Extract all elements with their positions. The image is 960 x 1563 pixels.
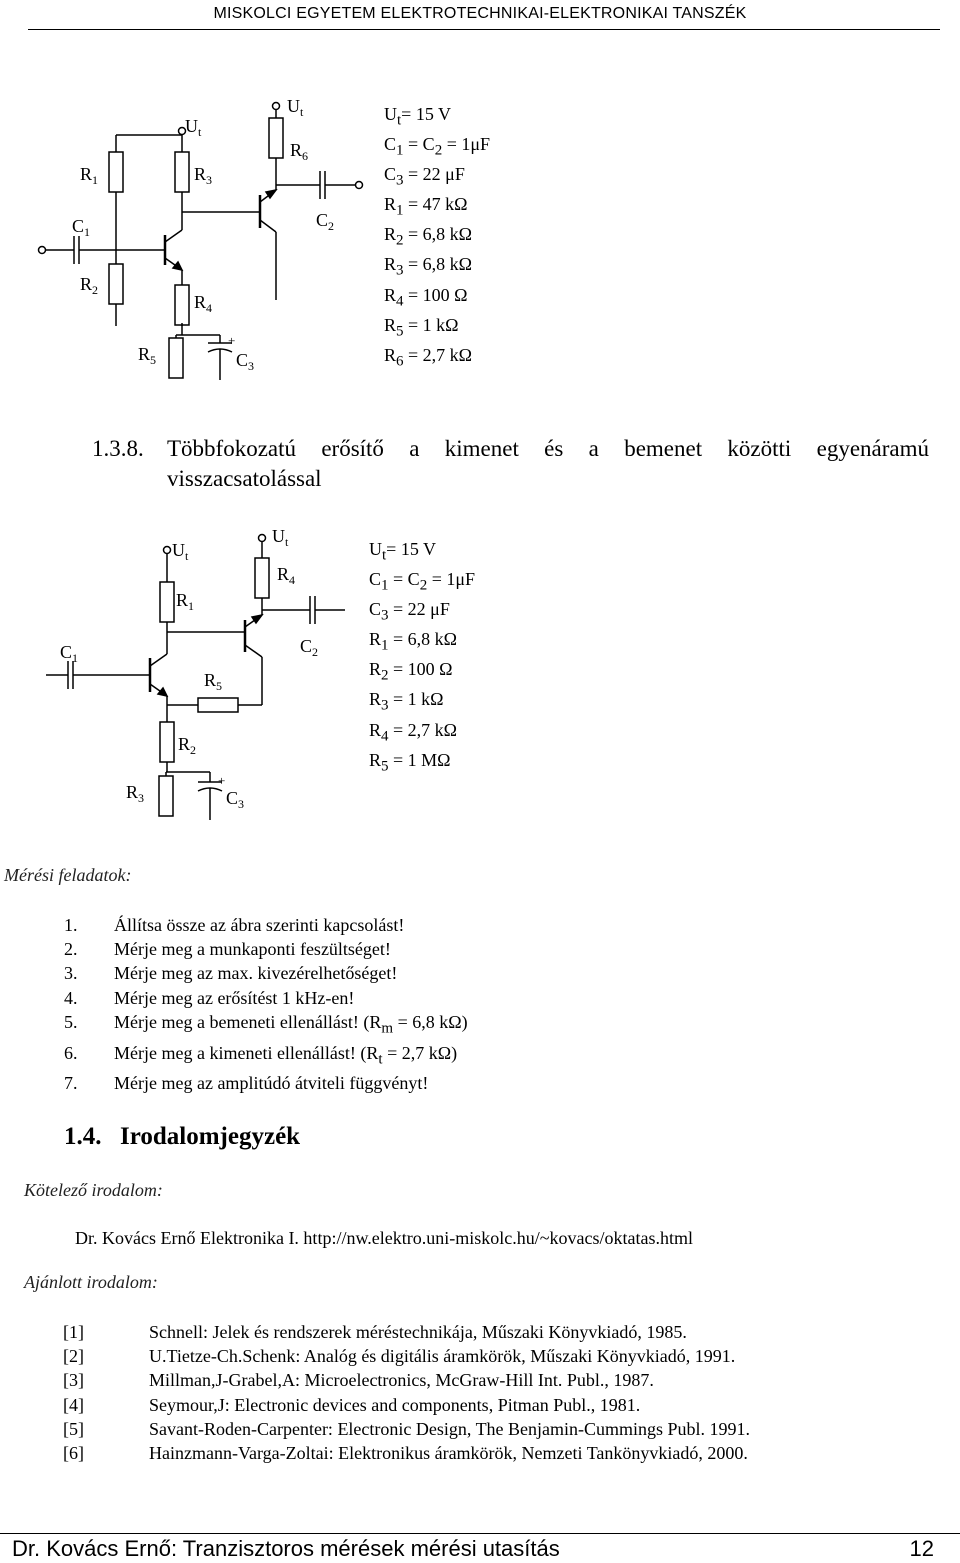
list-item: 3. Mérje meg az max. kivezérelhetőséget! xyxy=(64,963,398,984)
c2-label-plus: + xyxy=(218,773,226,788)
reference-list xyxy=(63,1320,750,1465)
c2-label-r3: $R_3$ xyxy=(126,782,145,805)
literature-number: 1.4. xyxy=(64,1123,102,1150)
list-item: [4] Seymour,J: Electronic devices and components, Pitman Publ., 1981. xyxy=(63,1394,641,1415)
spec-line: $R_3 = 1$ kΩ xyxy=(369,689,444,715)
spec-line: $R_2 = 6,8$ kΩ xyxy=(384,224,473,249)
list-item: 2. Mérje meg a munkaponti feszültséget! xyxy=(64,939,391,960)
page-header xyxy=(0,0,960,23)
spec-line: $R_5 = 1$ kΩ xyxy=(384,314,459,340)
spec-line: $C_1 = C_2 = 1\mu F$ xyxy=(384,134,490,159)
c1-label-r2: $R_2$ xyxy=(80,274,99,297)
required-label: Kötelező irodalom: xyxy=(24,1180,163,1200)
section-title xyxy=(92,434,932,494)
spec-line: $U_t= 15$ V xyxy=(384,104,451,129)
page-number: 12 xyxy=(909,1536,934,1561)
task-list xyxy=(64,913,468,1096)
spec-line: $R_4 = 2,7$ kΩ xyxy=(369,719,458,745)
c2-label-r4: $R_4$ xyxy=(277,564,296,587)
list-item: 1. Állítsa össze az ábra szerinti kapcsolást! xyxy=(64,915,405,935)
c2-label-c2: $C_2$ xyxy=(300,636,319,659)
spec-line: $U_t= 15$ V xyxy=(369,539,436,564)
circuit-2-specs xyxy=(369,538,475,779)
c1-label-r1: $R_1$ xyxy=(80,164,99,187)
spec-line: $R_3 = 6,8$ kΩ xyxy=(384,254,473,280)
header-title: MISKOLCI EGYETEM ELEKTROTECHNIKAI-ELEKTRONIKAI TANSZÉK xyxy=(213,5,747,22)
list-item: [6] Hainzmann-Varga-Zoltai: Elektronikus áramkörök, Nemzeti Tankönyvkiadó, 2000. xyxy=(63,1443,748,1464)
c2-label-ut-right: $U_t$ xyxy=(272,526,289,549)
c1-label-plus: + xyxy=(228,333,236,348)
spec-line: $R_2 = 100$ Ω xyxy=(369,659,453,684)
list-item: 5. Mérje meg a bemeneti ellenállást! ($R_m = 6,8$ kΩ) xyxy=(64,1011,468,1037)
circuit-2-labels xyxy=(0,520,960,830)
c2-label-c3: $C_3$ xyxy=(226,788,245,811)
c1-label-ut-right: $U_t$ xyxy=(287,96,304,119)
c2-label-c1: $C_1$ xyxy=(60,642,79,665)
spec-line: $C_3 = 22$ μF xyxy=(369,599,450,624)
c1-label-c1: $C_1$ xyxy=(72,216,91,239)
c1-label-ut-left: $U_t$ xyxy=(185,116,202,139)
spec-line: $R_6 = 2,7$ kΩ xyxy=(384,344,473,370)
spec-line: $R_1 = 47$ kΩ xyxy=(384,194,468,219)
c1-label-r5: $R_5$ xyxy=(138,344,157,367)
tasks-heading: Mérési feladatok: xyxy=(4,865,132,885)
page-footer xyxy=(12,1536,934,1562)
spec-line: $C_1 = C_2 = 1\mu F$ xyxy=(369,569,475,594)
recommended-label: Ajánlott irodalom: xyxy=(24,1272,158,1292)
spec-line: $R_1 = 6,8$ kΩ xyxy=(369,629,458,654)
literature-title: Irodalomjegyzék xyxy=(120,1123,301,1150)
list-item: [1] Schnell: Jelek és rendszerek méréstechnikája, Műszaki Könyvkiadó, 1985. xyxy=(63,1322,687,1342)
list-item: [3] Millman,J-Grabel,A: Microelectronics, McGraw-Hill Int. Publ., 1987. xyxy=(63,1370,654,1391)
c2-label-r5: $R_5$ xyxy=(204,670,223,693)
spec-line: $R_4 = 100$ Ω xyxy=(384,284,468,310)
literature-heading xyxy=(64,1123,300,1151)
list-item: [2] U.Tietze-Ch.Schenk: Analóg és digitális áramkörök, Műszaki Könyvkiadó, 1991. xyxy=(63,1346,736,1367)
header-divider xyxy=(28,29,940,30)
section-title-line2: visszacsatolással xyxy=(167,466,322,491)
footer-title: Dr. Kovács Ernő: Tranzisztoros mérések mérési utasítás xyxy=(12,1536,560,1561)
footer-divider xyxy=(0,1533,960,1534)
required-reference: Dr. Kovács Ernő Elektronika I. http://nw.elektro.uni-miskolc.hu/~kovacs/oktatas.html xyxy=(75,1228,693,1248)
list-item: 6. Mérje meg a kimeneti ellenállást! ($R_t = 2,7$ kΩ) xyxy=(64,1042,458,1068)
c2-label-ut-left: $U_t$ xyxy=(172,540,189,563)
c2-label-r2: $R_2$ xyxy=(178,734,197,757)
c1-label-r6: $R_6$ xyxy=(290,140,309,163)
section-title-line1: Többfokozatú erősítő a kimenet és a bemenet közötti egyenáramú xyxy=(167,436,929,461)
spec-line: $R_5 = 1$ MΩ xyxy=(369,749,451,775)
section-number: 1.3.8. xyxy=(92,436,144,461)
circuit-1-specs xyxy=(384,103,490,374)
c1-label-r4: $R_4$ xyxy=(194,292,213,315)
c1-label-c2: $C_2$ xyxy=(316,210,335,233)
spec-line: $C_3 = 22$ μF xyxy=(384,164,465,189)
list-item: [5] Savant-Roden-Carpenter: Electronic Design, The Benjamin-Cummings Publ. 1991. xyxy=(63,1418,751,1439)
list-item: 4. Mérje meg az erősítést 1 kHz-en! xyxy=(64,987,355,1008)
c1-label-r3: $R_3$ xyxy=(194,164,213,187)
c1-label-c3: $C_3$ xyxy=(236,350,255,373)
list-item: 7. Mérje meg az amplitúdó átviteli függvényt! xyxy=(64,1073,429,1094)
c2-label-r1: $R_1$ xyxy=(176,590,195,613)
